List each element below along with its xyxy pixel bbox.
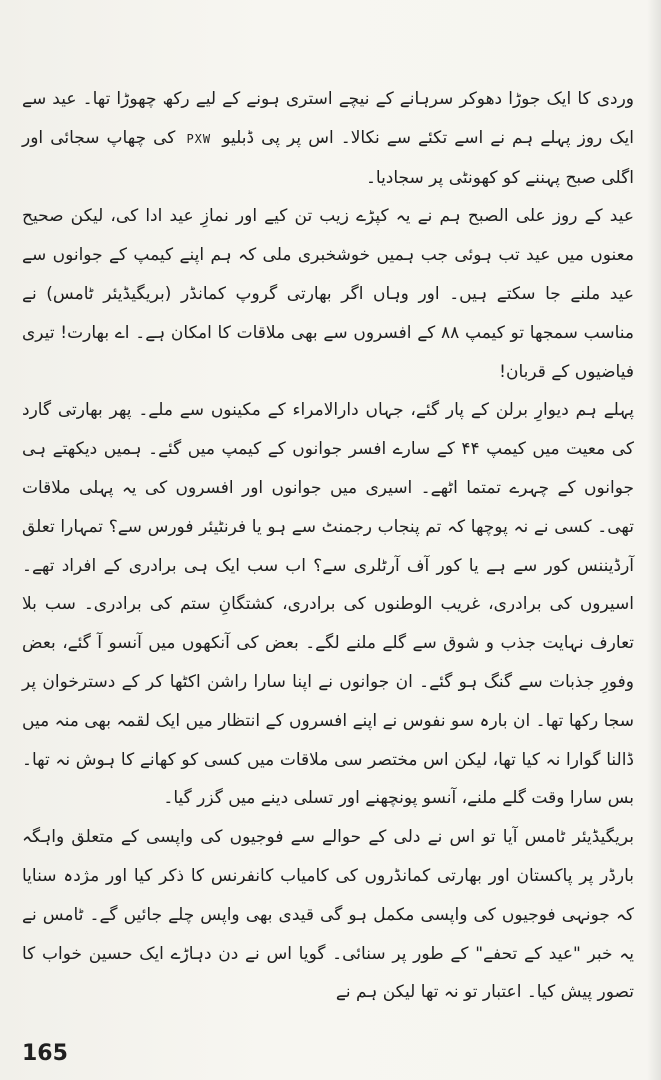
paragraph-1: [22, 80, 634, 197]
page-edge-shadow: [647, 0, 661, 1080]
paragraph-2: عید کے روز علی الصبح ہم نے یہ کپڑے زیب تن کیے اور نمازِ عید ادا کی، لیکن صحیح معنوں میں عید تب ہوئی جب ہمیں خوشخبری ملی کہ ہم اپنے کیمپ کے جوانوں سے عید ملنے جا سکتے ہیں۔ اور وہاں اگر بھارتی گروپ کمانڈر (بریگیڈیئر ٹامس) نے مناسب سمجھا تو کیمپ ۸۸ کے افسروں سے بھی ملاقات کا امکان ہے۔ اے بھارت! تیری فیاضیوں کے قربان!: [22, 206, 634, 382]
paragraph-3: پہلے ہم دیوارِ برلن کے پار گئے، جہاں دارالامراء کے مکینوں سے ملے۔ پھر بھارتی گارد کی معیت میں کیمپ ۴۴ کے سارے افسر جوانوں کے کیمپ میں گئے۔ ہمیں دیکھتے ہی جوانوں کے چہرے تمتما اٹھے۔ اسیری میں جوانوں اور افسروں کی یہ پہلی ملاقات تھی۔ کسی نے نہ پوچھا کہ تم پنجاب رجمنٹ سے ہو یا فرنٹیئر فورس سے؟ تمہارا تعلق آرڈیننس کور سے ہے یا کور آف آرٹلری سے؟ اب سب ایک ہی برادری کے افراد تھے۔ اسیروں کی برادری، غریب الوطنوں کی برادری، کشتگانِ ستم کی برادری۔ سب بلا تعارف نہایت جذب و شوق سے گلے ملنے لگے۔ بعض کی آنکھوں میں آنسو آ گئے، بعض وفورِ جذبات سے گنگ ہو گئے۔ ان جوانوں نے اپنا سارا راشن اکٹھا کر کے دسترخوان پر سجا رکھا تھا۔ ان بارہ سو نفوس نے اپنے افسروں کے انتظار میں ایک لقمہ بھی منہ میں ڈالنا گوارا نہ کیا تھا، لیکن اس مختصر سی ملاقات میں کسی کو کھانے کا ہوش نہ تھا۔ بس سارا وقت گلے ملنے، آنسو پونچھنے اور تسلی دینے میں گزر گیا۔: [22, 400, 634, 809]
paragraph-4: بریگیڈیئر ٹامس آیا تو اس نے دلی کے حوالے سے فوجیوں کی واپسی کے متعلق واہگہ بارڈر پر پاکستان اور بھارتی کمانڈروں کی کامیاب کانفرنس کا ذکر کیا اور مژدہ سنایا کہ جونہی فوجیوں کی واپسی مکمل ہو گی قیدی بھی واپس چلے جائیں گے۔ ٹامس نے یہ خبر "عید کے تحفے" کے طور پر سنائی۔ گویا اس نے دن دہاڑے ایک حسین خواب کا تصور پیش کیا۔ اعتبار تو نہ تھا لیکن ہم نے: [22, 827, 634, 1003]
body-text: [22, 80, 634, 1012]
paragraph-1-text-b: کی چھاپ سجائی اور اگلی صبح پہننے کو کھونٹی پر سجادیا۔: [22, 127, 634, 188]
pxw-marking: PXW: [186, 131, 212, 146]
paragraph-1-text-a: وردی کا ایک جوڑا دھوکر سرہانے کے نیچے استری ہونے کے لیے رکھ چھوڑا تھا۔ عید سے ایک روز پہلے ہم نے اسے تکئے سے نکالا۔ اس پر پی ڈبلیو: [22, 89, 634, 148]
page-number: 165: [22, 1041, 68, 1066]
